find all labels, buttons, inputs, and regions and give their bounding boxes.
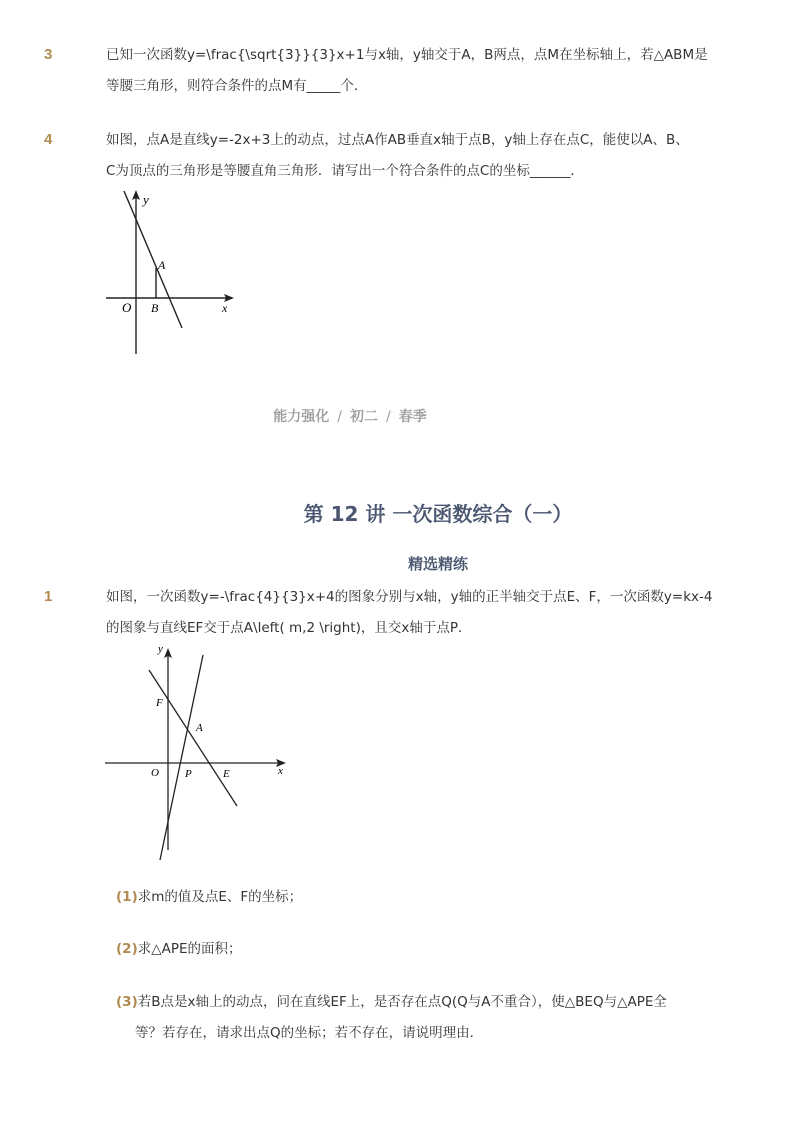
section-title: 精选精练 [407, 555, 468, 573]
question-4-line-1: 如图，点A是直线y=-2x+3上的动点，过点A作AB垂直x轴于点B，y轴上存在点C，能使以A、B、 [106, 132, 689, 148]
label-a: A [196, 722, 203, 734]
footer-separator: / [386, 409, 391, 425]
footer-part-3: 春季 [398, 409, 427, 425]
sub-question-number: (1) [116, 889, 138, 905]
question-4-text [106, 125, 726, 187]
label-y: y [143, 192, 149, 207]
sub-question-text: 求△APE的面积； [137, 941, 242, 957]
sub-question-1 [116, 882, 716, 913]
label-o: O [122, 300, 132, 315]
label-f: F [156, 697, 163, 709]
label-a: A [158, 258, 166, 272]
line-ef [149, 670, 237, 806]
label-o: O [151, 767, 159, 779]
label-x: x [222, 301, 228, 315]
label-p: P [185, 768, 192, 780]
problem-1-line-1: 如图，一次函数y=-\frac{4}{3}x+4的图象分别与x轴，y轴的正半轴交于点E、F，一次函数y=kx-4 [106, 589, 713, 605]
sub-question-text-continued: 等？若存在，请求出点Q的坐标；若不存在，请说明理由． [135, 1025, 484, 1041]
footer-separator: / [337, 409, 342, 425]
sub-question-number: (3) [116, 994, 138, 1010]
sub-question-2 [116, 934, 716, 965]
question-3-text [106, 40, 726, 102]
question-4-figure [100, 186, 245, 361]
problem-1-figure [100, 640, 295, 865]
label-b: B [151, 301, 159, 315]
question-number: 1 [44, 588, 53, 605]
question-number: 4 [44, 131, 53, 148]
footer-part-2: 初二 [350, 409, 378, 425]
page-footer [0, 406, 700, 426]
label-y: y [158, 643, 163, 655]
question-3-line-1: 已知一次函数y=\frac{\sqrt{3}}{3}x+1与x轴，y轴交于A，B两点，点M在坐标轴上，若△ABM是 [106, 47, 708, 63]
label-e: E [223, 768, 230, 780]
sub-question-number: (2) [116, 941, 138, 957]
question-4-line-2: C为顶点的三角形是等腰直角三角形．请写出一个符合条件的点C的坐标______． [106, 163, 584, 179]
label-x: x [278, 765, 283, 777]
sub-question-text: 求m的值及点E、F的坐标； [137, 889, 303, 905]
question-3-line-2: 等腰三角形，则符合条件的点M有_____个． [106, 78, 368, 94]
lecture-title: 第 12 讲 一次函数综合（一） [303, 502, 573, 526]
sub-question-3 [116, 987, 716, 1049]
problem-1-text [106, 582, 726, 644]
sub-question-text: 若B点是x轴上的动点，问在直线EF上，是否存在点Q(Q与A不重合），使△BEQ与△APE全 [137, 994, 667, 1010]
footer-part-1: 能力强化 [273, 409, 330, 425]
question-number: 3 [44, 46, 53, 63]
line-y-kx-minus4 [160, 655, 203, 860]
problem-1-line-2: 的图象与直线EF交于点A\left( m,2 \right)，且交x轴于点P． [106, 620, 472, 636]
